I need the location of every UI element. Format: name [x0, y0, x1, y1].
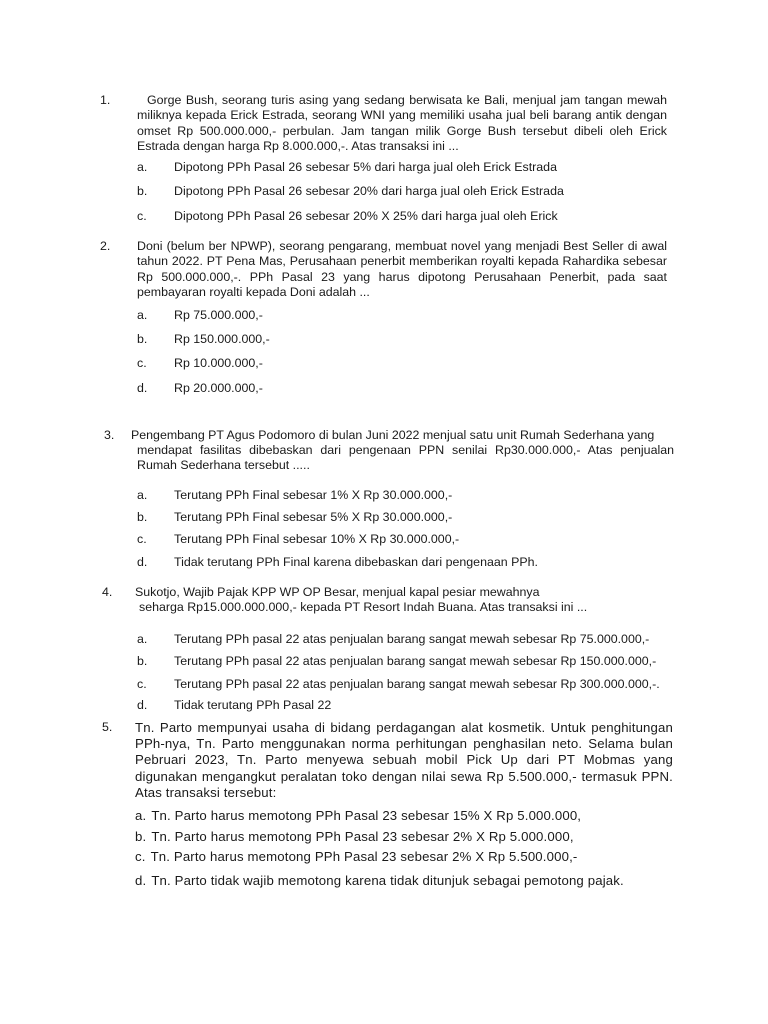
question-text: mendapat fasilitas dibebaskan dari pengenaan PPN senilai Rp30.000.000,- Atas penjualan Rumah Sederhana tersebut ..... [137, 443, 674, 473]
question-3 [104, 428, 676, 573]
option-c: c. Dipotong PPh Pasal 26 sebesar 20% X 25% dari harga jual oleh Erick [137, 209, 558, 223]
option-b: b. Terutang PPh Final sebesar 5% X Rp 30.000.000,- [137, 510, 453, 524]
question-number: 1. [100, 93, 111, 107]
option-c: c. Tn. Parto harus memotong PPh Pasal 23 sebesar 2% X Rp 5.500.000,- [135, 849, 578, 864]
option-b: b. Terutang PPh pasal 22 atas penjualan barang sangat mewah sebesar Rp 150.000.000,- [137, 654, 657, 668]
question-text: Gorge Bush, seorang turis asing yang sedang berwisata ke Bali, menjual jam tangan mewah miliknya kepada Erick Estrada, seorang WNI yang memiliki usaha jual beli barang antik dengan omset Rp 500.000.000,- perbulan. Jam tangan milik Gorge Bush tersebut dibeli oleh Erick Estrada dengan harga Rp 8.000.000,-. Atas transaksi ini ... [137, 93, 667, 154]
question-text: Doni (belum ber NPWP), seorang pengarang, membuat novel yang menjadi Best Seller di awal tahun 2022. PT Pena Mas, Perusahaan penerbit memberikan royalti kepada Rahardika sebesar Rp 500.000.000,-. PPh Pasal 23 yang harus dipotong Perusahaan Penerbit, pada saat pembayaran royalti kepada Doni adalah ... [137, 239, 667, 300]
option-c: c. Terutang PPh Final sebesar 10% X Rp 30.000.000,- [137, 532, 460, 546]
option-a: a. Terutang PPh pasal 22 atas penjualan barang sangat mewah sebesar Rp 75.000.000,- [137, 632, 650, 646]
question-5 [102, 720, 674, 895]
option-b: b. Tn. Parto harus memotong PPh Pasal 23 sebesar 2% X Rp 5.000.000, [135, 829, 574, 844]
question-text-line-1: Pengembang PT Agus Podomoro di bulan Juni 2022 menjual satu unit Rumah Sederhana yang [131, 428, 655, 442]
option-a: a. Dipotong PPh Pasal 26 sebesar 5% dari harga jual oleh Erick Estrada [137, 160, 557, 174]
question-text-line-2: seharga Rp15.000.000.000,- kepada PT Resort Indah Buana. Atas transaksi ini ... [139, 600, 588, 614]
option-a: a. Tn. Parto harus memotong PPh Pasal 23 sebesar 15% X Rp 5.000.000, [135, 808, 582, 823]
option-c: c. Terutang PPh pasal 22 atas penjualan barang sangat mewah sebesar Rp 300.000.000,-. [137, 677, 660, 691]
question-number: 4. [102, 585, 113, 599]
question-number: 3. [104, 428, 115, 442]
option-d: d. Tidak terutang PPh Final karena dibebaskan dari pengenaan PPh. [137, 555, 538, 569]
question-number: 5. [102, 720, 113, 734]
option-a: a. Rp 75.000.000,- [137, 308, 263, 322]
question-number: 2. [100, 239, 111, 253]
question-2 [100, 239, 670, 399]
question-1 [100, 93, 670, 233]
question-4 [102, 585, 674, 715]
option-d: d. Tn. Parto tidak wajib memotong karena tidak ditunjuk sebagai pemotong pajak. [135, 873, 624, 888]
option-d: d. Rp 20.000.000,- [137, 381, 263, 395]
question-text: Tn. Parto mempunyai usaha di bidang perdagangan alat kosmetik. Untuk penghitungan PPh-nya, Tn. Parto menggunakan norma perhitungan penghasilan neto. Selama bulan Pebruari 2023, Tn. Parto menyewa sebuah mobil Pick Up dari PT Mobmas yang digunakan mengangkut peralatan toko dengan nilai sewa Rp 5.500.000,- termasuk PPN. Atas transaksi tersebut: [135, 720, 673, 800]
option-a: a. Terutang PPh Final sebesar 1% X Rp 30.000.000,- [137, 488, 453, 502]
option-b: b. Dipotong PPh Pasal 26 sebesar 20% dari harga jual oleh Erick Estrada [137, 184, 564, 198]
option-d: d. Tidak terutang PPh Pasal 22 [137, 698, 332, 712]
question-text-line-1: Sukotjo, Wajib Pajak KPP WP OP Besar, menjual kapal pesiar mewahnya [135, 585, 540, 599]
option-c: c. Rp 10.000.000,- [137, 356, 263, 370]
option-b: b. Rp 150.000.000,- [137, 332, 270, 346]
